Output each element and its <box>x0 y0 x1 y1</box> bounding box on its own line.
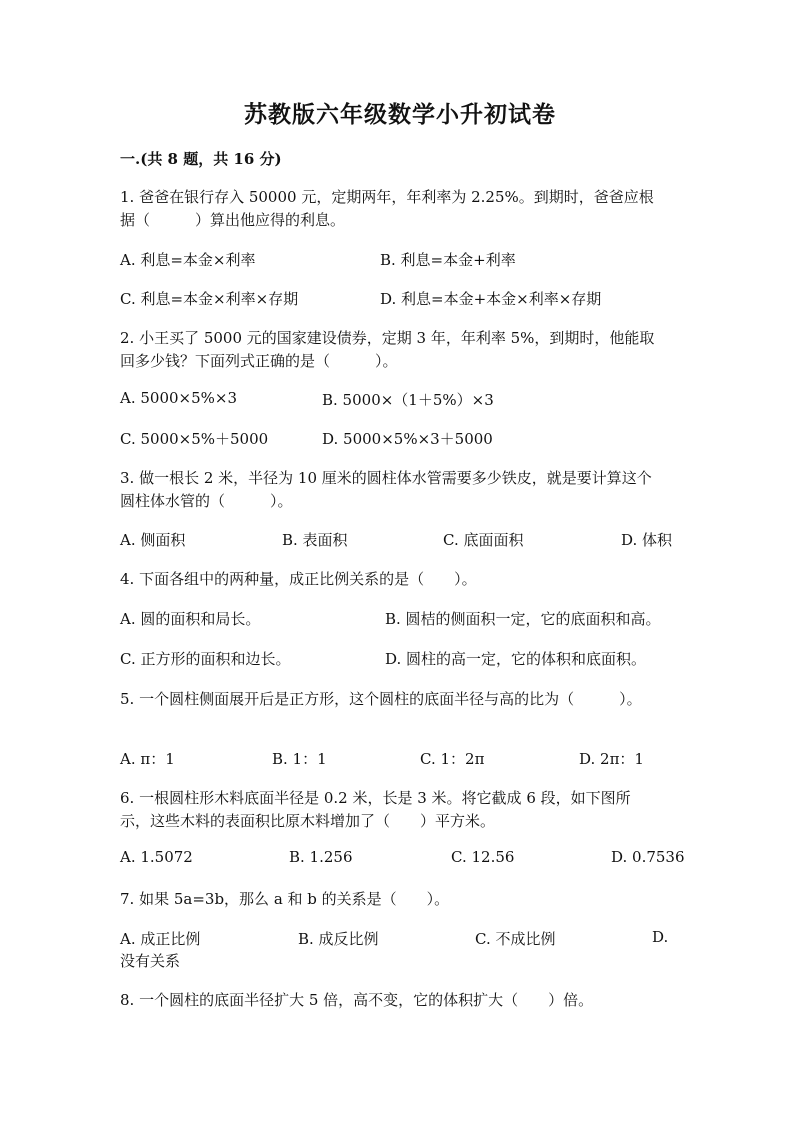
question-text-line: 5. 一个圆柱侧面展开后是正方形，这个圆柱的底面半径与高的比为（ ）。 <box>120 690 642 708</box>
question-text-line: 4. 下面各组中的两种量，成正比例关系的是（ ）。 <box>120 570 477 588</box>
question-text-line: 1. 爸爸在银行存入 50000 元，定期两年，年利率为 2.25%。到期时，爸爸应根 <box>120 188 654 206</box>
option-b: B. 圆桔的侧面积一定，它的底面积和高。 <box>385 610 661 628</box>
option-b: B. 1.256 <box>289 848 353 866</box>
question-text-line: 据（ ）算出他应得的利息。 <box>120 211 346 229</box>
option-c: C. 利息=本金×利率×存期 <box>120 290 299 308</box>
option-a: A. 5000×5%×3 <box>120 389 238 407</box>
option-d: D. 圆柱的高一定，它的体积和底面积。 <box>385 650 647 668</box>
option-b: B. 表面积 <box>282 531 348 549</box>
option-a: A. 利息=本金×利率 <box>120 251 256 269</box>
option-d: D. <box>652 928 669 946</box>
option-a: A. 圆的面积和局长。 <box>120 610 261 628</box>
option-d: D. 5000×5%×3＋5000 <box>322 430 493 448</box>
option-d: D. 2π：1 <box>579 750 644 768</box>
question-text-line: 圆柱体水管的（ ）。 <box>120 492 293 510</box>
option-c: C. 正方形的面积和边长。 <box>120 650 291 668</box>
option-c: C. 不成比例 <box>475 930 556 948</box>
question-text-line: 6. 一根圆柱形木料底面半径是 0.2 米，长是 3 米。将它截成 6 段，如下图所 <box>120 789 631 807</box>
option-c: C. 底面面积 <box>443 531 524 549</box>
option-d: D. 0.7536 <box>611 848 685 866</box>
section-heading: 一.(共 8 题，共 16 分) <box>120 150 282 168</box>
option-a: A. 成正比例 <box>120 930 201 948</box>
question-text-line: 8. 一个圆柱的底面半径扩大 5 倍，高不变，它的体积扩大（ ）倍。 <box>120 991 594 1009</box>
option-a: A. 1.5072 <box>120 848 193 866</box>
page-title: 苏教版六年级数学小升初试卷 <box>244 101 556 128</box>
option-a: A. π：1 <box>120 750 175 768</box>
option-c: C. 12.56 <box>451 848 515 866</box>
question-text-line: 2. 小王买了 5000 元的国家建设债券，定期 3 年，年利率 5%，到期时，他能取 <box>120 329 655 347</box>
option-d: D. 利息=本金+本金×利率×存期 <box>380 290 602 308</box>
option-b: B. 5000×（1＋5%）×3 <box>322 391 494 409</box>
option-b: B. 利息=本金+利率 <box>380 251 516 269</box>
option-c: C. 5000×5%＋5000 <box>120 430 269 448</box>
option-b: B. 1：1 <box>272 750 327 768</box>
option-d: D. 体积 <box>621 531 673 549</box>
question-text-line: 示，这些木料的表面积比原木料增加了（ ）平方米。 <box>120 812 496 830</box>
question-text-line: 3. 做一根长 2 米，半径为 10 厘米的圆柱体水管需要多少铁皮，就是要计算这个 <box>120 469 652 487</box>
question-text-line: 回多少钱？下面列式正确的是（ ）。 <box>120 352 398 370</box>
option-d-text: 没有关系 <box>120 952 181 970</box>
option-c: C. 1：2π <box>420 750 485 768</box>
option-a: A. 侧面积 <box>120 531 186 549</box>
option-b: B. 成反比例 <box>298 930 379 948</box>
question-text-line: 7. 如果 5a=3b，那么 a 和 b 的关系是（ ）。 <box>120 890 450 908</box>
